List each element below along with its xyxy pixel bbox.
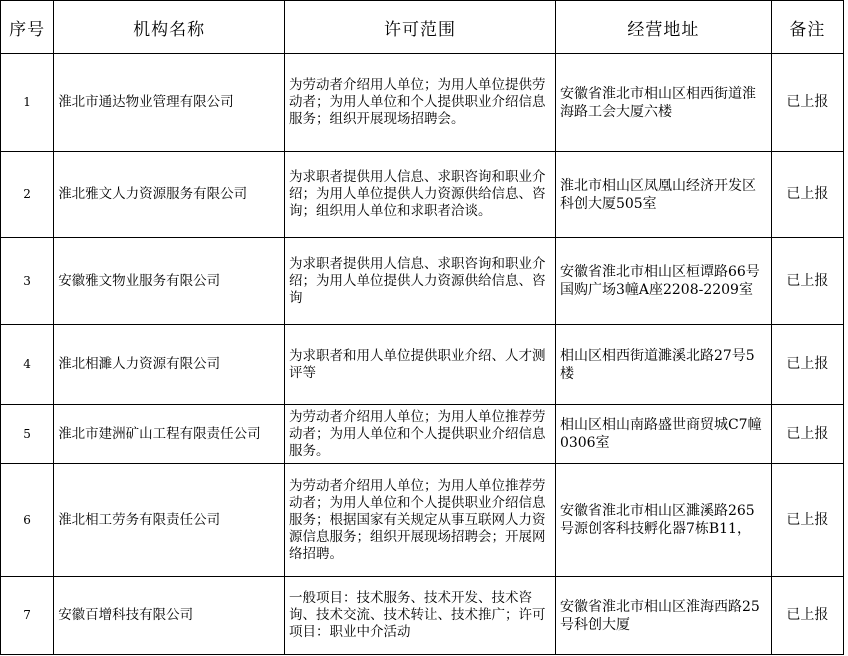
row-remark: 已上报 [771, 405, 843, 464]
row-name: 淮北市通达物业管理有限公司 [54, 54, 285, 152]
row-remark: 已上报 [771, 152, 843, 238]
row-scope: 为劳动者介绍用人单位；为用人单位推荐劳动者；为用人单位和个人提供职业介绍信息服务；根据国家有关规定从事互联网人力资源信息服务；组织开展现场招聘会；开展网络招聘。 [285, 464, 556, 577]
row-index: 5 [1, 405, 54, 464]
row-scope: 为求职者提供用人信息、求职咨询和职业介绍；为用人单位提供人力资源供给信息、咨询 [285, 238, 556, 325]
row-remark: 已上报 [771, 577, 843, 655]
table-row [1, 405, 844, 464]
row-name: 安徽雅文物业服务有限公司 [54, 238, 285, 325]
row-scope: 为劳动者介绍用人单位；为用人单位推荐劳动者；为用人单位和个人提供职业介绍信息服务。 [285, 405, 556, 464]
row-name: 淮北雅文人力资源服务有限公司 [54, 152, 285, 238]
row-address: 安徽省淮北市相山区濉溪路265号源创客科技孵化器7栋B11， [555, 464, 771, 577]
header-address: 经营地址 [555, 1, 771, 54]
row-name: 淮北市建洲矿山工程有限责任公司 [54, 405, 285, 464]
row-remark: 已上报 [771, 54, 843, 152]
table-row [1, 464, 844, 577]
header-remark: 备注 [771, 1, 843, 54]
header-row [1, 1, 844, 54]
row-scope: 为劳动者介绍用人单位；为用人单位提供劳动者；为用人单位和个人提供职业介绍信息服务；组织开展现场招聘会。 [285, 54, 556, 152]
row-address: 淮北市相山区凤凰山经济开发区科创大厦505室 [555, 152, 771, 238]
row-remark: 已上报 [771, 238, 843, 325]
row-name: 淮北相濉人力资源有限公司 [54, 325, 285, 405]
header-name: 机构名称 [54, 1, 285, 54]
row-address: 安徽省淮北市相山区淮海西路25号科创大厦 [555, 577, 771, 655]
table-row [1, 54, 844, 152]
table-row [1, 325, 844, 405]
row-name: 安徽百增科技有限公司 [54, 577, 285, 655]
row-remark: 已上报 [771, 325, 843, 405]
row-index: 3 [1, 238, 54, 325]
row-address: 安徽省淮北市相山区相西街道淮海路工会大厦六楼 [555, 54, 771, 152]
row-index: 1 [1, 54, 54, 152]
row-scope: 为求职者提供用人信息、求职咨询和职业介绍；为用人单位提供人力资源供给信息、咨询；组织用人单位和求职者洽谈。 [285, 152, 556, 238]
row-name: 淮北相工劳务有限责任公司 [54, 464, 285, 577]
row-address: 安徽省淮北市相山区桓谭路66号国购广场3幢A座2208-2209室 [555, 238, 771, 325]
row-index: 6 [1, 464, 54, 577]
row-index: 4 [1, 325, 54, 405]
row-scope: 一般项目：技术服务、技术开发、技术咨询、技术交流、技术转让、技术推广；许可项目：职业中介活动 [285, 577, 556, 655]
header-scope: 许可范围 [285, 1, 556, 54]
row-scope: 为求职者和用人单位提供职业介绍、人才测评等 [285, 325, 556, 405]
row-address: 相山区相山南路盛世商贸城C7幢0306室 [555, 405, 771, 464]
row-index: 7 [1, 577, 54, 655]
table-row [1, 152, 844, 238]
row-address: 相山区相西街道濉溪北路27号5楼 [555, 325, 771, 405]
row-remark: 已上报 [771, 464, 843, 577]
row-index: 2 [1, 152, 54, 238]
header-index: 序号 [1, 1, 54, 54]
table-row [1, 238, 844, 325]
table-row [1, 577, 844, 655]
